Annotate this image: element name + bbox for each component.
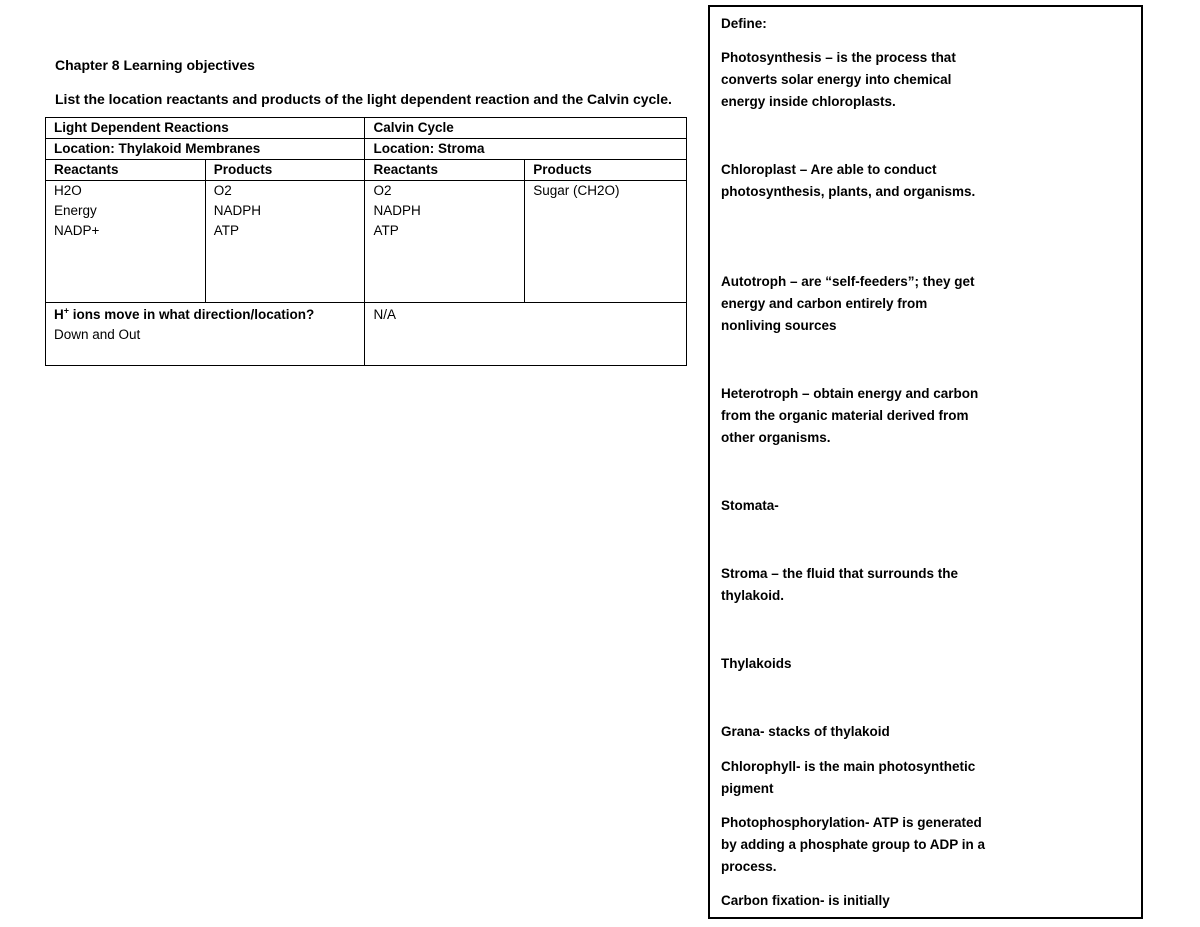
calvin-product: Sugar (CH2O) <box>533 183 620 198</box>
calvin-h-ions-answer: N/A <box>365 303 687 366</box>
definition-autotroph: Autotroph – are “self-feeders”; they get energy and carbon entirely from nonliving sources <box>721 274 975 333</box>
ld-reactants-cell <box>46 181 206 303</box>
light-dependent-location: Location: Thylakoid Membranes <box>46 139 365 160</box>
calvin-reactant: NADPH <box>373 203 421 218</box>
definition-stomata: Stomata- <box>721 498 779 513</box>
define-heading: Define: <box>721 16 767 31</box>
ld-product: ATP <box>213 223 240 238</box>
define-box <box>708 5 1143 919</box>
ld-product: O2 <box>213 183 232 198</box>
definition-chlorophyll: Chlorophyll- is the main photosynthetic pigment <box>721 759 976 796</box>
definition-photophosphorylation: Photophosphorylation- ATP is generated by adding a phosphate group to ADP in a process. <box>721 815 986 874</box>
ld-reactant: H2O <box>54 183 82 198</box>
light-dependent-heading: Light Dependent Reactions <box>46 118 365 139</box>
ld-reactant: Energy <box>54 203 97 218</box>
calvin-products-cell <box>525 181 687 303</box>
definition-stroma: Stroma – the fluid that surrounds the thylakoid. <box>721 566 959 603</box>
page-title: Chapter 8 Learning objectives <box>55 57 255 73</box>
definition-heterotroph: Heterotroph – obtain energy and carbon from the organic material derived from other organisms. <box>721 386 979 445</box>
calvin-reactant: O2 <box>373 183 392 198</box>
h-ions-cell <box>46 303 365 366</box>
h-ions-question: H+ ions move in what direction/location? <box>54 305 315 322</box>
h-ions-answer: Down and Out <box>54 327 141 342</box>
definition-carbon-fixation: Carbon fixation- is initially <box>721 893 890 908</box>
definition-grana: Grana- stacks of thylakoid <box>721 724 890 739</box>
reactions-table <box>45 117 687 366</box>
calvin-reactants-cell <box>365 181 525 303</box>
ld-reactants-label: Reactants <box>46 160 206 181</box>
calvin-heading: Calvin Cycle <box>365 118 687 139</box>
calvin-products-label: Products <box>525 160 687 181</box>
instruction-text: List the location reactants and products of the light dependent reaction and the Calvin cycle. <box>55 91 672 107</box>
ld-reactant: NADP+ <box>54 223 100 238</box>
ld-products-label: Products <box>205 160 365 181</box>
ld-products-cell <box>205 181 365 303</box>
calvin-reactants-label: Reactants <box>365 160 525 181</box>
definition-chloroplast: Chloroplast – Are able to conduct photosynthesis, plants, and organisms. <box>721 162 976 199</box>
calvin-reactant: ATP <box>373 223 399 238</box>
calvin-location: Location: Stroma <box>365 139 687 160</box>
definition-thylakoids: Thylakoids <box>721 656 792 671</box>
definition-photosynthesis: Photosynthesis – is the process that converts solar energy into chemical energy inside chloroplasts. <box>721 50 956 109</box>
ld-product: NADPH <box>213 203 262 218</box>
